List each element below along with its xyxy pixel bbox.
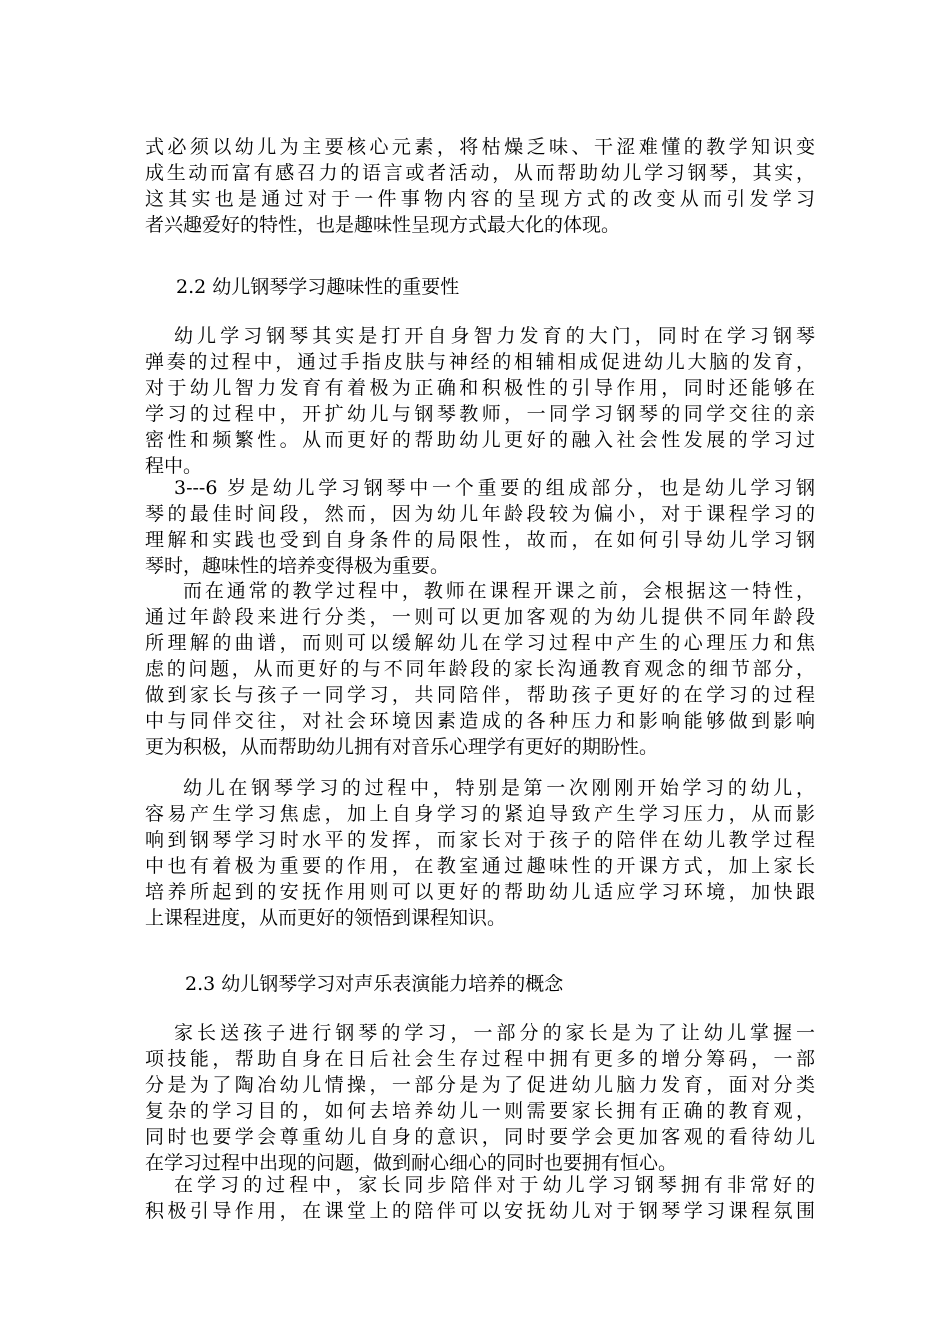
text-line: 做到家长与孩子一同学习，共同陪伴，帮助孩子更好的在学习的过程 (145, 684, 815, 706)
text-line: 在学习的过程中，家长同步陪伴对于幼儿学习钢琴拥有非常好的 (174, 1174, 815, 1196)
text-line: 程中。 (145, 455, 203, 477)
text-line: 中与同伴交往，对社会环境因素造成的各种压力和影响能够做到影响 (145, 710, 815, 732)
text-line: 培养所起到的安抚作用则可以更好的帮助幼儿适应学习环境，加快跟 (145, 881, 815, 903)
text-line: 响到钢琴学习时水平的发挥，而家长对于孩子的陪伴在幼儿教学过程 (145, 829, 815, 851)
text-line: 同时也要学会尊重幼儿自身的意识，同时要学会更加客观的看待幼儿 (145, 1126, 815, 1148)
text-line: 琴时，趣味性的培养变得极为重要。 (145, 555, 450, 577)
text-line: 分是为了陶冶幼儿情操，一部分是为了促进幼儿脑力发育，面对分类 (145, 1074, 815, 1096)
text-line: 复杂的学习目的，如何去培养幼儿一则需要家长拥有正确的教育观， (145, 1100, 815, 1122)
text-line: 虑的问题，从而更好的与不同年龄段的家长沟通教育观念的细节部分， (145, 658, 815, 680)
section-heading-2-2: 2.2 幼儿钢琴学习趣味性的重要性 (176, 276, 460, 298)
text-line: 而在通常的教学过程中，教师在课程开课之前，会根据这一特性， (183, 580, 815, 602)
text-line: 3---6 岁是幼儿学习钢琴中一个重要的组成部分，也是幼儿学习钢 (174, 477, 815, 499)
text-line: 中也有着极为重要的作用，在教室通过趣味性的开课方式，加上家长 (145, 855, 815, 877)
text-line: 琴的最佳时间段，然而，因为幼儿年龄段较为偏小，对于课程学习的 (145, 503, 815, 525)
text-line: 项技能，帮助自身在日后社会生存过程中拥有更多的增分筹码，一部 (145, 1048, 815, 1070)
text-line: 弹奏的过程中，通过手指皮肤与神经的相辅相成促进幼儿大脑的发育， (145, 351, 815, 373)
text-line: 家长送孩子进行钢琴的学习，一部分的家长是为了让幼儿掌握一 (174, 1022, 815, 1044)
text-line: 容易产生学习焦虑，加上自身学习的紧迫导致产生学习压力，从而影 (145, 803, 815, 825)
text-line: 理解和实践也受到自身条件的局限性，故而，在如何引导幼儿学习钢 (145, 529, 815, 551)
text-line: 成生动而富有感召力的语言或者活动，从而帮助幼儿学习钢琴，其实， (145, 162, 815, 184)
text-line: 密性和频繁性。从而更好的帮助幼儿更好的融入社会性发展的学习过 (145, 429, 815, 451)
text-line: 通过年龄段来进行分类，一则可以更加客观的为幼儿提供不同年龄段 (145, 606, 815, 628)
text-line: 学习的过程中，开扩幼儿与钢琴教师，一同学习钢琴的同学交往的亲 (145, 403, 815, 425)
section-heading-2-3: 2.3 幼儿钢琴学习对声乐表演能力培养的概念 (185, 973, 564, 995)
text-line: 这其实也是通过对于一件事物内容的呈现方式的改变从而引发学习 (145, 188, 815, 210)
text-line: 所理解的曲谱，而则可以缓解幼儿在学习过程中产生的心理压力和焦 (145, 632, 815, 654)
text-line: 积极引导作用，在课堂上的陪伴可以安抚幼儿对于钢琴学习课程氛围 (145, 1200, 815, 1222)
text-line: 式必须以幼儿为主要核心元素，将枯燥乏味、干涩难懂的教学知识变 (145, 136, 815, 158)
text-line: 幼儿学习钢琴其实是打开自身智力发育的大门，同时在学习钢琴 (174, 325, 815, 347)
text-line: 上课程进度，从而更好的领悟到课程知识。 (145, 907, 507, 929)
text-line: 幼儿在钢琴学习的过程中，特别是第一次刚刚开始学习的幼儿， (183, 777, 815, 799)
text-line: 更为积极，从而帮助幼儿拥有对音乐心理学有更好的期盼性。 (145, 736, 659, 758)
text-line: 对于幼儿智力发育有着极为正确和积极性的引导作用，同时还能够在 (145, 377, 815, 399)
text-line: 者兴趣爱好的特性，也是趣味性呈现方式最大化的体现。 (145, 214, 621, 236)
text-line: 在学习过程中出现的问题，做到耐心细心的同时也要拥有恒心。 (145, 1152, 678, 1174)
